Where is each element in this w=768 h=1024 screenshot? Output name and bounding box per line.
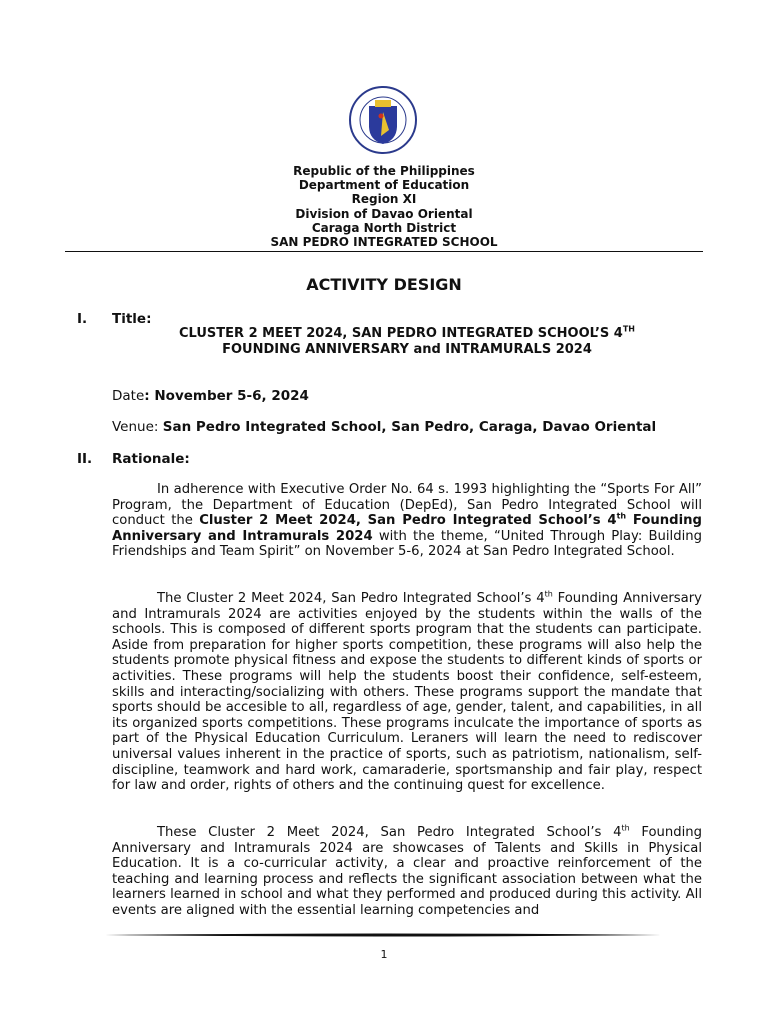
section-number: I.: [77, 311, 88, 327]
section-heading: Rationale:: [112, 451, 190, 467]
footer-divider: [105, 933, 661, 937]
letterhead-line: Region XI: [351, 192, 417, 207]
section-number: II.: [77, 451, 93, 467]
deped-seal-logo: [345, 86, 421, 154]
superscript: th: [544, 589, 553, 599]
letterhead-line: Republic of the Philippines: [293, 164, 475, 178]
rationale-paragraph-3: [112, 825, 702, 919]
activity-title-a: CLUSTER 2 MEET 2024, SAN PEDRO INTEGRATED SCHOOL’S 4: [179, 326, 623, 341]
page-number: 1: [380, 948, 388, 961]
date-label: Date: [112, 388, 145, 404]
text: Founding Anniversary and Intramurals 2024 are activities enjoyed by the students within the walls of the schools. This is composed of different sports program that the students can participate. Aside from preparation for higher sports competition, these programs will also help the students promote physical fitness and expose the students to different kinds of sports or activities. These programs will help the students boost their confidence, self-esteem, skills and interacting/socializing with others. These programs support the mandate that sports should be accesible to all, regardless of age, gender, talent, and capabilities, in all its organized sports competitions. These programs inculcate the importance of sports as part of the Physical Education Curriculum. Leraners will learn the need to rediscover universal values inherent in the practice of sports, such as patriotism, nationalism, self-discipline, teamwork and hard work, camaraderie, sportsmanship and fair play, respect for law and order, rights of others and the continuing quest for excellence.: [112, 591, 702, 794]
text: Founding Anniversary and Intramurals 2024 are showcases of Talents and Skills in Physical Education. It is a co-curricular activity, a clear and proactive reinforcement of the teaching and learning process and reflects the significant association between what the learners learned in school and what they performed and produced during this activity. All events are aligned with the essential learning competencies and: [112, 825, 702, 918]
activity-title: [112, 326, 702, 357]
text: In adherence with Executive Order No. 64 s. 1993 highlighting the “Sports For All” Program, the Department of Education (DepEd), San Pedro Integrated School will conduct the: [112, 482, 702, 529]
rationale-paragraph-2: [112, 591, 702, 794]
venue-value: San Pedro Integrated School, San Pedro, Caraga, Davao Oriental: [162, 419, 657, 435]
venue-label: Venue:: [112, 419, 163, 435]
superscript: th: [616, 511, 627, 521]
text: Founding Anniversary and Intramurals 2024: [112, 513, 702, 544]
date-line: [112, 388, 309, 404]
date-value: : November 5-6, 2024: [144, 388, 309, 404]
letterhead-line: Division of Davao Oriental: [295, 206, 473, 221]
text: These Cluster 2 Meet 2024, San Pedro Integrated School’s 4: [157, 825, 622, 840]
text: The Cluster 2 Meet 2024, San Pedro Integrated School’s 4: [157, 591, 545, 606]
document-title: ACTIVITY DESIGN: [306, 275, 462, 294]
text: Cluster 2 Meet 2024, San Pedro Integrated School’s 4: [199, 513, 617, 529]
text: with the theme, “United Through Play: Building Friendships and Team Spirit” on November 5-6, 2024 at San Pedro Integrated School.: [112, 528, 702, 560]
superscript: th: [621, 823, 630, 833]
letterhead: [0, 164, 768, 249]
header-divider: [65, 251, 703, 252]
section-heading: Title:: [112, 311, 152, 327]
activity-title-b: FOUNDING ANNIVERSARY and INTRAMURALS 2024: [222, 341, 592, 357]
letterhead-line: Caraga North District: [311, 220, 457, 235]
superscript: TH: [622, 324, 635, 334]
venue-line: [112, 419, 656, 435]
letterhead-line: Department of Education: [298, 178, 470, 193]
rationale-paragraph-1: [112, 482, 702, 560]
letterhead-line: SAN PEDRO INTEGRATED SCHOOL: [270, 235, 498, 250]
